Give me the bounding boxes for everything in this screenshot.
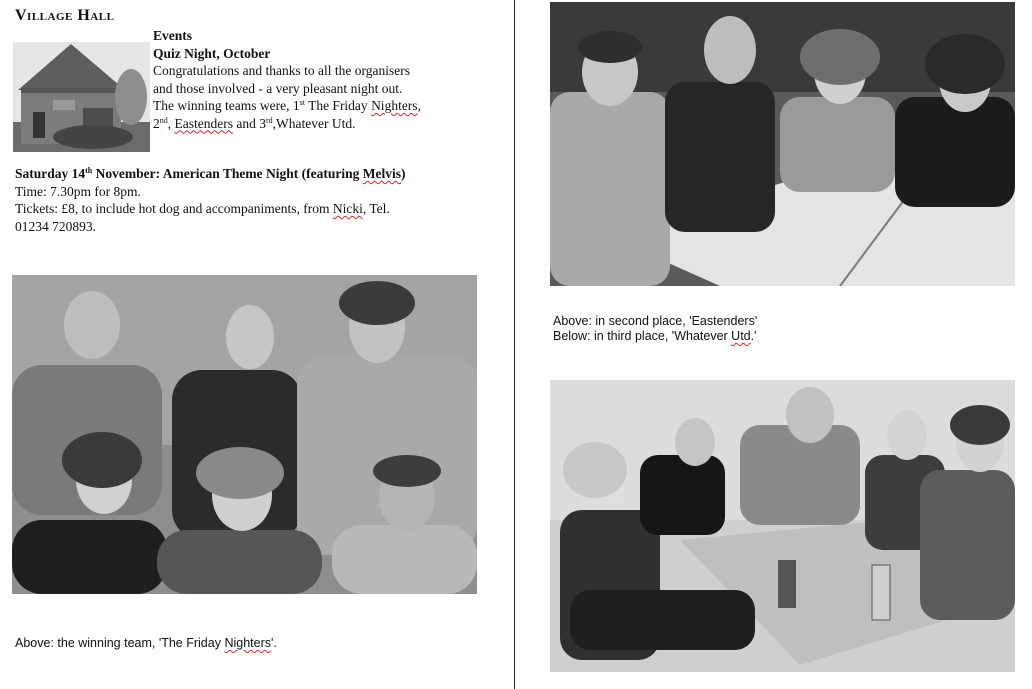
- text: Saturday 14: [15, 166, 86, 181]
- performer-name: Melvis: [362, 166, 401, 181]
- second-third-caption: [553, 314, 757, 344]
- superscript: st: [299, 98, 305, 107]
- events-line: 2nd, Eastenders and 3rd,Whatever Utd.: [153, 115, 356, 131]
- text: , Tel.: [362, 201, 390, 216]
- third-place-photo: [550, 380, 1015, 672]
- events-line: and those involved - a very pleasant night out.: [153, 80, 403, 96]
- team-name-flagged: Utd: [731, 329, 751, 343]
- events-line: [153, 97, 493, 115]
- text: ,: [417, 98, 421, 113]
- team-name-flagged: Nighters: [224, 636, 271, 650]
- superscript: nd: [159, 115, 168, 125]
- theme-night-heading: [15, 165, 500, 183]
- theme-night-section: [15, 165, 500, 235]
- text: and 3: [232, 115, 266, 131]
- text: Below: in third place, 'Whatever: [553, 329, 732, 343]
- page-divider: [514, 0, 515, 689]
- text: .': [750, 329, 757, 343]
- phone-line: 01234 720893.: [15, 218, 96, 234]
- third-place-caption: [553, 329, 757, 344]
- winning-team-photo: [12, 275, 477, 594]
- text: Above: the winning team, 'The Friday: [15, 636, 225, 650]
- team-name: The Friday: [304, 98, 372, 113]
- time-line: Time: 7.30pm for 8pm.: [15, 183, 141, 199]
- text: November: American Theme Night (featuring: [92, 166, 363, 181]
- superscript: rd: [265, 115, 273, 125]
- tickets-line: [15, 200, 500, 218]
- text: Tickets: £8, to include hot dog and accompaniments, from: [15, 201, 333, 216]
- team-name-flagged: Nighters: [371, 98, 418, 113]
- village-hall-photo: [13, 42, 150, 152]
- second-place-photo: [550, 2, 1015, 286]
- text: '.: [270, 636, 277, 650]
- events-line: Congratulations and thanks to all the organisers: [153, 63, 410, 78]
- text: ): [400, 166, 406, 181]
- page-title: Village Hall: [15, 7, 115, 24]
- second-place-caption: Above: in second place, 'Eastenders': [553, 314, 758, 328]
- team-name: ,Whatever Utd.: [272, 115, 356, 131]
- team-name-flagged: Eastenders: [174, 115, 233, 131]
- text: 2: [153, 115, 160, 131]
- winning-team-caption: [15, 636, 277, 651]
- events-section: [153, 27, 493, 132]
- superscript: th: [85, 166, 93, 175]
- quiz-night-heading: Quiz Night, October: [153, 45, 271, 61]
- events-heading: Events: [153, 28, 193, 43]
- contact-name: Nicki: [332, 201, 363, 216]
- text: The winning teams were, 1: [153, 98, 300, 113]
